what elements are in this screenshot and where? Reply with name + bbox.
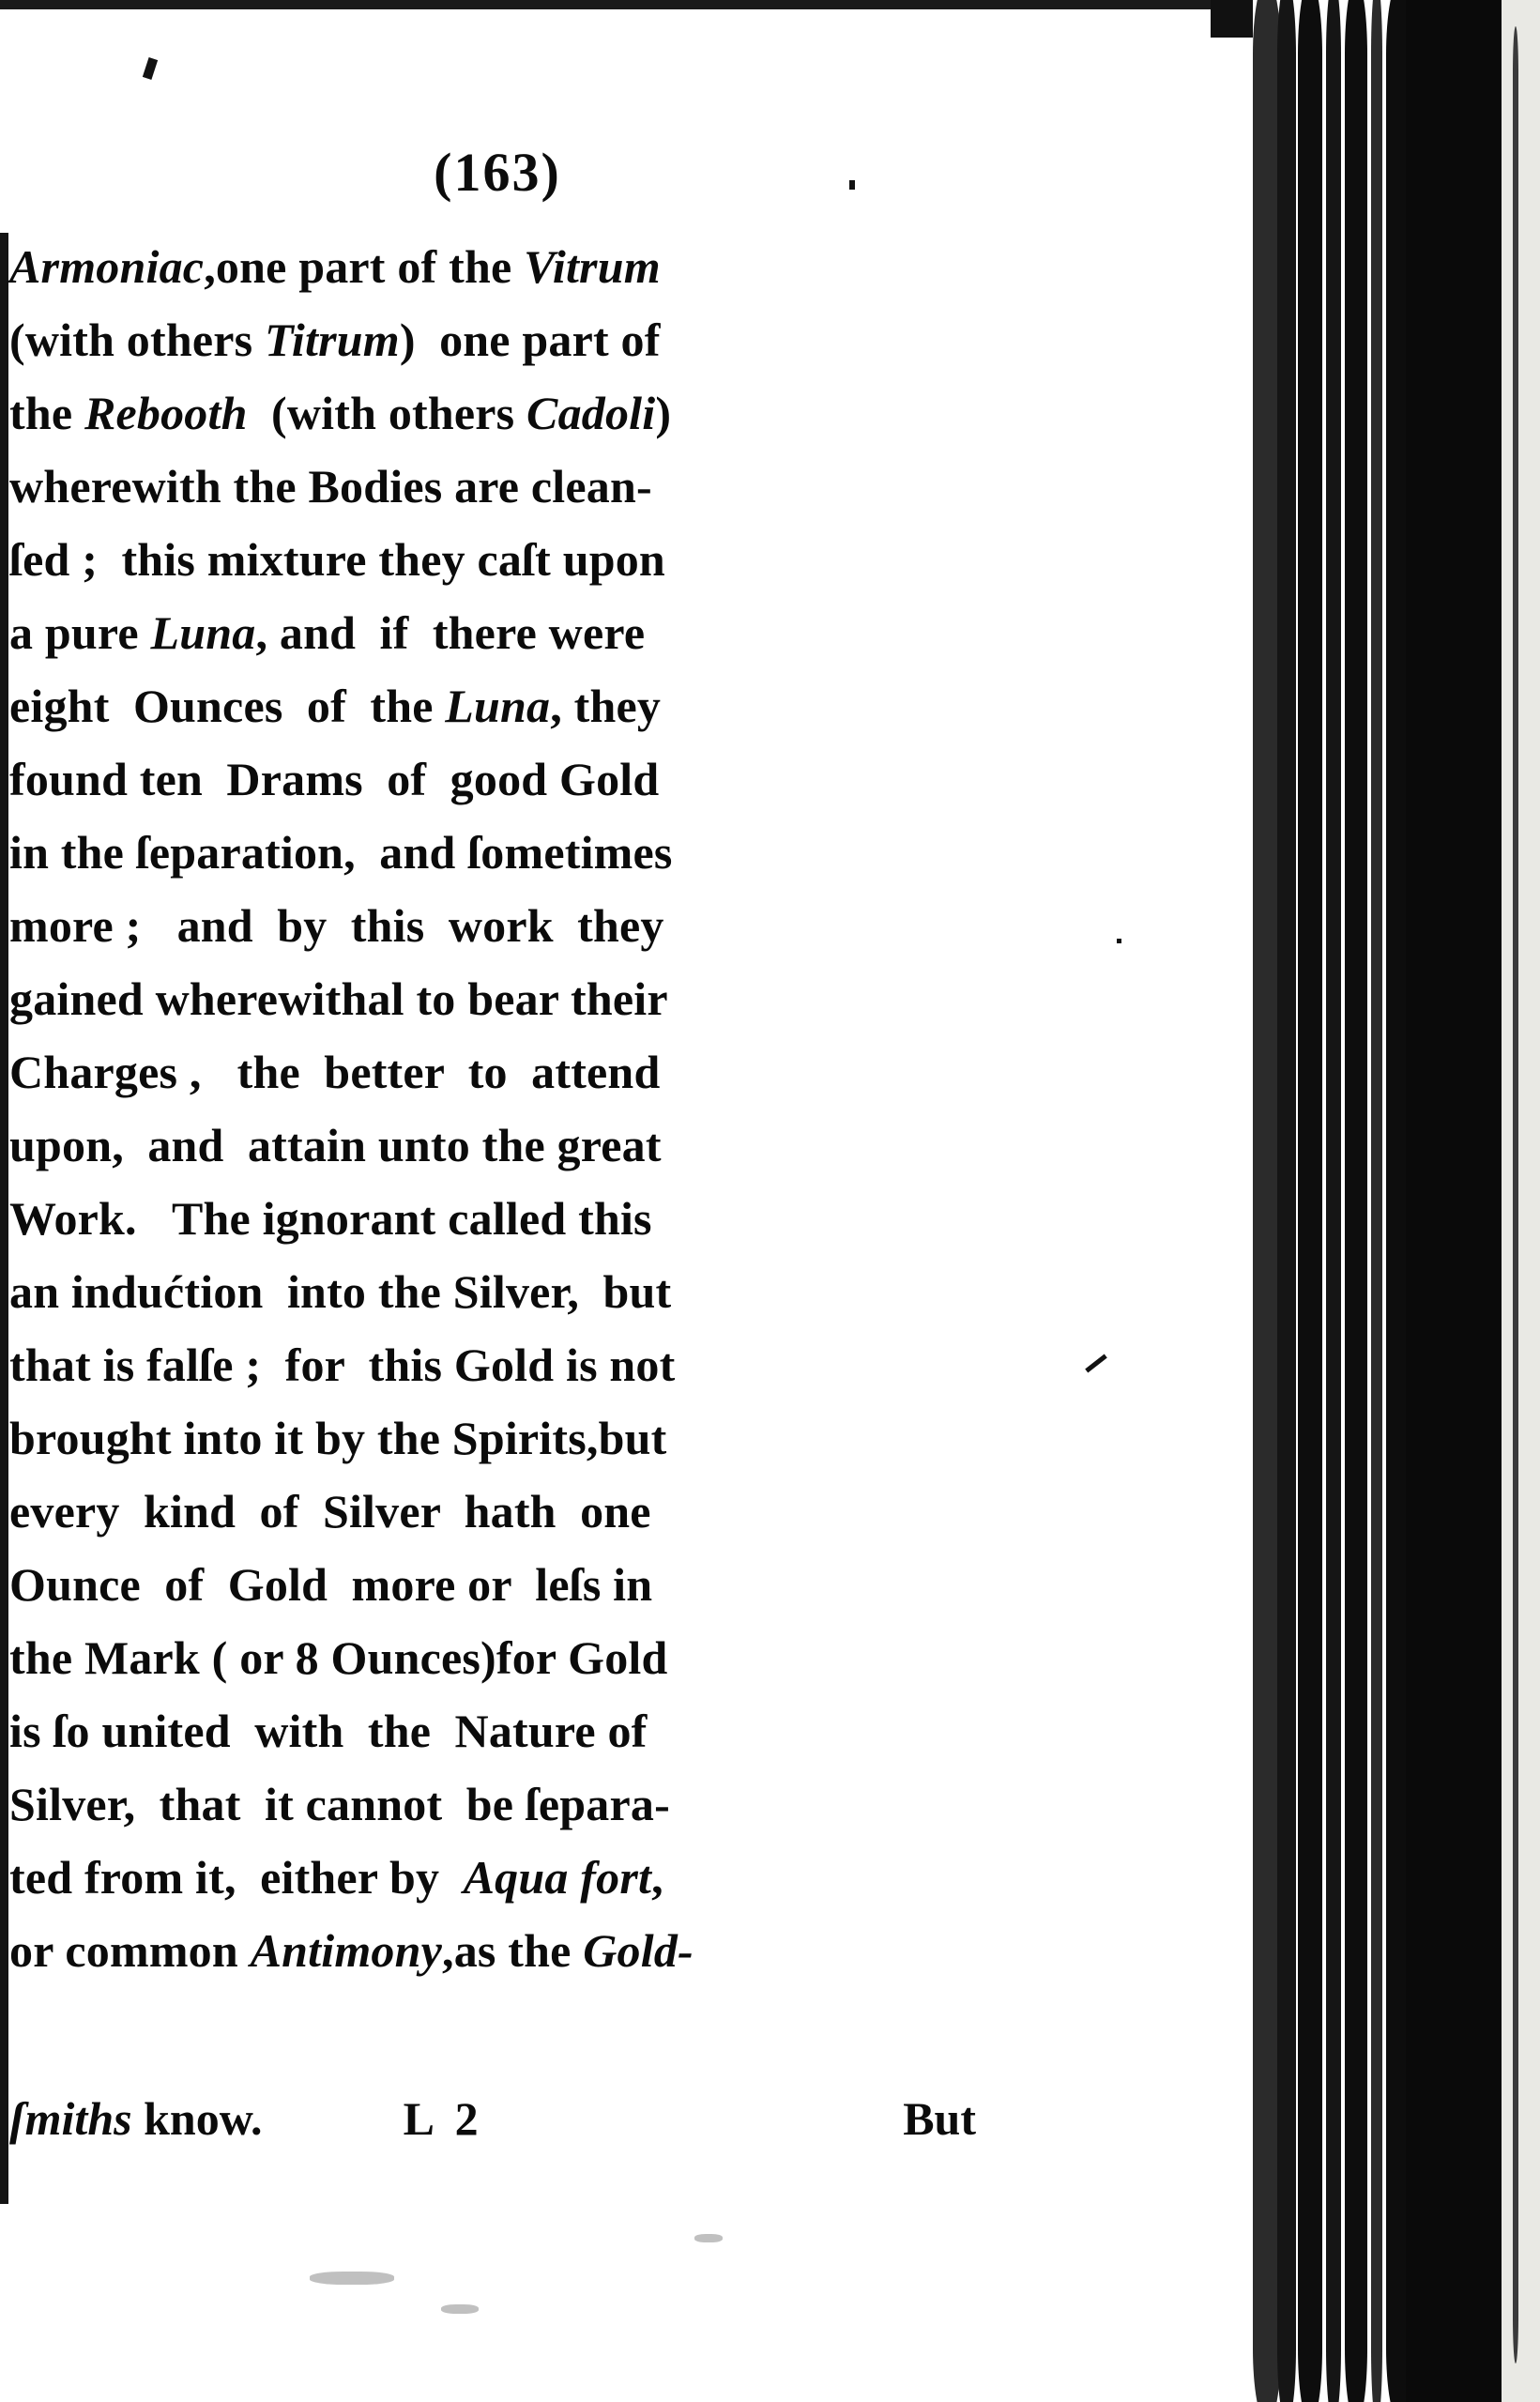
page-left-edge: [0, 233, 8, 2204]
signature-mark: L 2: [403, 2092, 484, 2145]
text-run: is ſo united with the Nature of: [9, 1705, 648, 1757]
italic-term: Antimony: [250, 1924, 443, 1977]
text-line: [9, 1182, 985, 1255]
text-run: eight Ounces of the: [9, 680, 446, 732]
text-line: [9, 1914, 985, 1987]
text-run: Ounce of Gold more or leſs in: [9, 1558, 653, 1611]
italic-term: Cadoli: [526, 387, 656, 439]
gutter-band: [1277, 0, 1296, 2402]
text-run: ,one part of the: [204, 240, 525, 293]
italic-term: Luna: [445, 680, 551, 732]
text-run: a pure: [9, 606, 151, 659]
page-footer: [9, 2091, 995, 2146]
catchword: But: [903, 2092, 976, 2145]
page-outer-margin: [1502, 0, 1540, 2402]
italic-term: Armoniac: [9, 240, 205, 293]
text-run: every kind of Silver hath one: [9, 1485, 651, 1538]
text-line: [9, 1475, 985, 1548]
ink-speck: [1117, 939, 1121, 943]
page-smudge: [694, 2234, 723, 2242]
text-run: ) one part of: [399, 314, 661, 366]
text-run: gained wherewithal to bear their: [9, 972, 668, 1025]
italic-term: Titrum: [265, 314, 400, 366]
text-run: , and if there were: [255, 606, 646, 659]
text-line: [9, 1694, 985, 1767]
text-line: [9, 669, 985, 742]
text-run: found ten Drams of good Gold: [9, 753, 660, 805]
text-line: [9, 376, 985, 450]
text-run: , they: [550, 680, 662, 732]
text-line: [9, 1401, 985, 1475]
gutter-band: [1371, 0, 1382, 2402]
text-line: [9, 303, 985, 376]
text-line: [9, 1767, 985, 1841]
page-outer-edge-line: [1513, 26, 1518, 2364]
text-run: the Mark ( or 8 Ounces)for Gold: [9, 1631, 668, 1684]
text-run: Work. The ignorant called this: [9, 1192, 652, 1245]
text-run: ,as the: [442, 1924, 584, 1977]
text-line: [9, 1621, 985, 1694]
text-line: [9, 523, 985, 596]
text-run: the: [9, 387, 84, 439]
text-run: that is falſe ; for this Gold is not: [9, 1339, 676, 1391]
text-run: brought into it by the Spirits,but: [9, 1412, 667, 1464]
page-smudge: [310, 2272, 394, 2285]
italic-term: Gold-: [583, 1924, 694, 1977]
text-run: upon, and attain unto the great: [9, 1119, 662, 1171]
italic-term: Luna: [150, 606, 256, 659]
text-run: in the ſeparation, and ſometimes: [9, 826, 673, 879]
page-number: (163): [434, 142, 561, 203]
text-run: (with others: [9, 314, 266, 366]
page-smudge: [441, 2304, 479, 2314]
text-line: [9, 816, 985, 889]
text-run: more ; and by this work they: [9, 899, 664, 952]
gutter-band: [1326, 0, 1341, 2402]
footer-italic-word: ſmiths: [9, 2092, 132, 2145]
gutter-band: [1298, 0, 1322, 2402]
text-run: wherewith the Bodies are clean-: [9, 460, 652, 513]
text-line: [9, 1548, 985, 1621]
italic-term: Rebooth: [84, 387, 248, 439]
text-run: or common: [9, 1924, 251, 1977]
text-run: Silver, that it cannot be ſepara-: [9, 1778, 670, 1830]
text-line: [9, 230, 985, 303]
text-line: [9, 1328, 985, 1401]
text-line: [9, 889, 985, 962]
text-line: [9, 1035, 985, 1109]
gutter-band: [1345, 0, 1367, 2402]
italic-term: Vitrum: [524, 240, 661, 293]
text-run: ,: [651, 1851, 663, 1904]
text-line: [9, 962, 985, 1035]
text-line: [9, 450, 985, 523]
text-run: ſed ; this mixture they caſt upon: [9, 533, 665, 586]
text-line: [9, 1841, 985, 1914]
footer-last-line: [9, 2091, 263, 2146]
text-run: (with others: [247, 387, 527, 439]
text-line: [9, 1255, 985, 1328]
text-line: [9, 742, 985, 816]
text-line: [9, 596, 985, 669]
italic-term: Aqua fort: [463, 1851, 652, 1904]
body-text: [9, 230, 985, 1987]
text-run: ): [655, 387, 672, 439]
text-run: ted from it, either by: [9, 1851, 464, 1904]
footer-roman-word: know.: [131, 2092, 263, 2145]
text-run: Charges , the better to attend: [9, 1046, 661, 1098]
text-line: [9, 1109, 985, 1182]
text-run: an indućtion into the Silver, but: [9, 1265, 672, 1318]
